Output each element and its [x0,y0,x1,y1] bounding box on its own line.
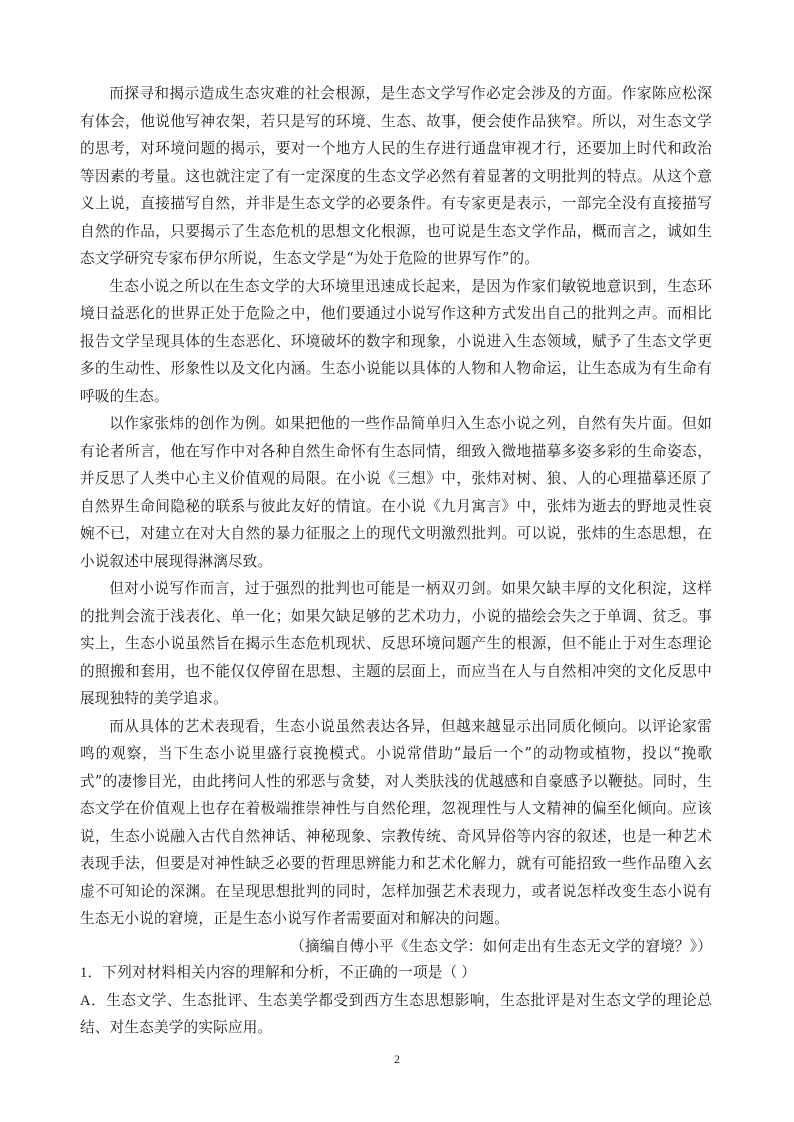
paragraph-4: 但对小说写作而言，过于强烈的批判也可能是一柄双刃剑。如果欠缺丰厚的文化积淀，这样的批判会流于浅表化、单一化；如果欠缺足够的艺术功力，小说的描绘会失之于单调、贫乏。事实上，生态小说虽然旨在揭示生态危机现状、反思环境问题产生的根源，但不能止于对生态理论的照搬和套用，也不能仅仅停留在思想、主题的层面上，而应当在人与自然相冲突的文化反思中展现独特的美学追求。 [80,580,712,707]
source-citation: （摘编自傅小平《生态文学：如何走出有生态无文学的窘境？》） [290,937,712,955]
option-a: A．生态文学、生态批评、生态美学都受到西方生态思想影响，生态批评是对生态文学的理论总结、对生态美学的实际应用。 [80,992,712,1036]
paragraph-3: 以作家张炜的创作为例。如果把他的一些作品简单归入生态小说之列，自然有失片面。但如有论者所言，他在写作中对各种自然生命怀有生态同情，细致入微地描摹多姿多彩的生命姿态，并反思了人类中心主义价值观的局限。在小说《三想》中，张炜对树、狼、人的心理描摹还原了自然界生命间隐秘的联系与彼此友好的情谊。在小说《九月寓言》中，张炜为逝去的野地灵性哀婉不已，对建立在对大自然的暴力征服之上的现代文明激烈批判。可以说，张炜的生态思想，在小说叙述中展现得淋漓尽致。 [80,415,712,570]
question-1: 1．下列对材料相关内容的理解和分析，不正确的一项是（ ） [80,965,476,981]
paragraph-1: 而探寻和揭示造成生态灾难的社会根源，是生态文学写作必定会涉及的方面。作家陈应松深有体会，他说他写神农架，若只是写的环境、生态、故事，便会使作品狭窄。所以，对生态文学的思考，对环境问题的揭示，要对一个地方人民的生存进行通盘审视才行，还要加上时代和政治等因素的考量。这也就注定了有一定深度的生态文学必然有着显著的文明批判的特点。从这个意义上说，直接描写自然，并非是生态文学的必要条件。有专家更是表示，一部完全没有直接描写自然的作品，只要揭示了生态危机的思想文化根源，也可说是生态文学作品，概而言之，诚如生态文学研究专家布伊尔所说，生态文学是“为处于危险的世界写作”的。 [80,85,712,267]
page-number: 2 [394,1052,400,1066]
article-body [80,80,712,1043]
paragraph-2: 生态小说之所以在生态文学的大环境里迅速成长起来，是因为作家们敏锐地意识到，生态环境日益恶化的世界正处于危险之中，他们要通过小说写作这种方式发出自己的批判之声。而相比报告文学呈现具体的生态恶化、环境破坏的数字和现象，小说进入生态领域，赋予了生态文学更多的生动性、形象性以及文化内涵。生态小说能以具体的人物和人物命运，让生态成为有生命有呼吸的生态。 [80,277,712,405]
paragraph-5: 而从具体的艺术表现看，生态小说虽然表达各异，但越来越显示出同质化倾向。以评论家雷鸣的观察，当下生态小说里盛行哀挽模式。小说常借助“最后一个”的动物或植物，投以“挽歌式”的凄惨目光，由此拷问人性的邪恶与贪婪，对人类肤浅的优越感和自豪感予以鞭挞。同时，生态文学在价值观上也存在着极端推崇神性与自然伦理，忽视理性与人文精神的偏至化倾向。应该说，生态小说融入古代自然神话、神秘现象、宗教传统、奇风异俗等内容的叙述，也是一种艺术表现手法，但要是对神性缺乏必要的哲理思辨能力和艺术化解力，就有可能招致一些作品堕入玄虚不可知论的深渊。在呈现思想批判的同时，怎样加强艺术表现力，或者说怎样改变生态小说有生态无小说的窘境，正是生态小说写作者需要面对和解决的问题。 [80,717,712,927]
